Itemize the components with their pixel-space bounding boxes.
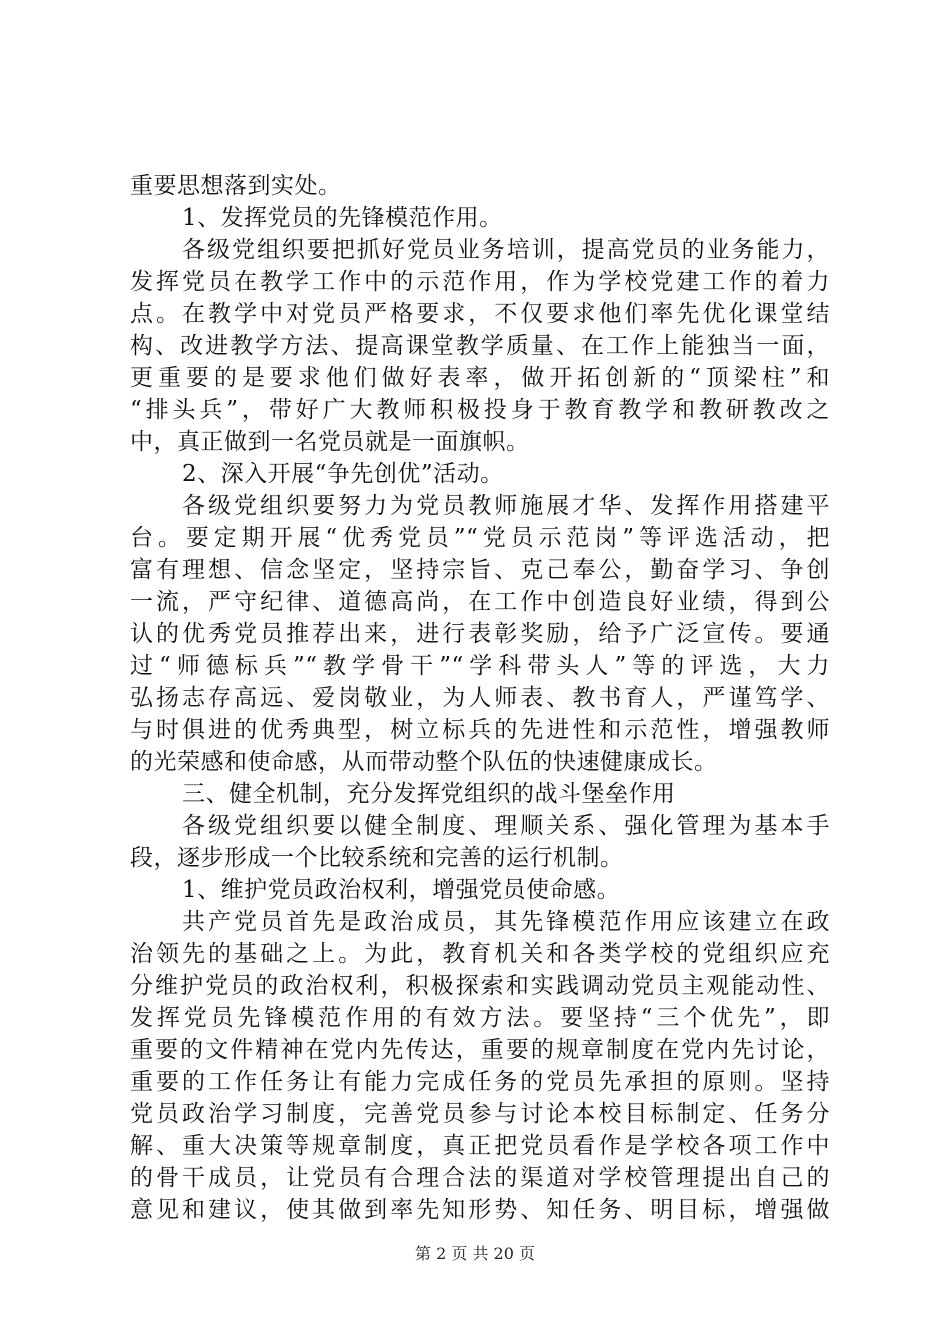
text-line: 2、深入开展“争先创优”活动。 [182,461,504,487]
text-line: 的骨干成员，让党员有合理合法的渠道对学校管理提出自己的 [130,1165,830,1191]
text-line: 段，逐步形成一个比较系统和完善的运行机制。 [130,845,624,871]
text-line: 中，真正做到一名党员就是一面旗帜。 [130,429,530,455]
text-line: 1、维护党员政治权利，增强党员使命感。 [182,877,621,903]
text-line: 一流，严守纪律、道德高尚，在工作中创造良好业绩，得到公 [130,589,830,615]
text-line: “排头兵”，带好广大教师积极投身于教育教学和教研教改之 [130,397,830,423]
text-line: 发挥党员先锋模范作用的有效方法。要坚持“三个优先”，即 [130,1005,830,1031]
text-line: 认的优秀党员推荐出来，进行表彰奖励，给予广泛宣传。要通 [130,621,830,647]
text-line: 1、发挥党员的先锋模范作用。 [182,205,503,231]
text-line: 与时俱进的优秀典型，树立标兵的先进性和示范性，增强教师 [130,717,830,743]
text-line: 分维护党员的政治权利，积极探索和实践调动党员主观能动性、 [130,973,830,999]
text-line: 各级党组织要以健全制度、理顺关系、强化管理为基本手 [182,813,830,839]
text-line: 台。要定期开展“优秀党员”“党员示范岗”等评选活动，把 [130,525,830,551]
document-body [130,170,830,1226]
text-line: 治领先的基础之上。为此，教育机关和各类学校的党组织应充 [130,941,830,967]
text-line: 构、改进教学方法、提高课堂教学质量、在工作上能独当一面， [130,333,830,359]
page-footer: 第 2 页 共 20 页 [415,1244,535,1263]
text-line: 重要的文件精神在党内先传达，重要的规章制度在党内先讨论， [130,1037,830,1063]
text-line: 富有理想、信念坚定，坚持宗旨、克己奉公，勤奋学习、争创 [130,557,830,583]
text-line: 共产党员首先是政治成员，其先锋模范作用应该建立在政 [182,909,830,935]
text-line: 过“师德标兵”“教学骨干”“学科带头人”等的评选，大力 [130,653,830,679]
text-line: 各级党组织要把抓好党员业务培训，提高党员的业务能力， [182,237,830,263]
text-line: 各级党组织要努力为党员教师施展才华、发挥作用搭建平 [182,493,830,519]
text-line: 重要思想落到实处。 [130,173,342,199]
text-line: 的光荣感和使命感，从而带动整个队伍的快速健康成长。 [130,749,718,775]
text-line: 弘扬志存高远、爱岗敬业，为人师表、教书育人，严谨笃学、 [130,685,830,711]
text-line: 更重要的是要求他们做好表率，做开拓创新的“顶梁柱”和 [130,365,830,391]
text-line: 发挥党员在教学工作中的示范作用，作为学校党建工作的着力 [130,269,830,295]
text-line: 三、健全机制，充分发挥党组织的战斗堡垒作用 [182,781,676,807]
text-line: 党员政治学习制度，完善党员参与讨论本校目标制定、任务分 [130,1101,830,1127]
text-line: 点。在教学中对党员严格要求，不仅要求他们率先优化课堂结 [130,301,830,327]
text-line: 重要的工作任务让有能力完成任务的党员先承担的原则。坚持 [130,1069,830,1095]
text-line: 解、重大决策等规章制度，真正把党员看作是学校各项工作中 [130,1133,830,1159]
text-line: 意见和建议，使其做到率先知形势、知任务、明目标，增强做 [130,1197,830,1223]
